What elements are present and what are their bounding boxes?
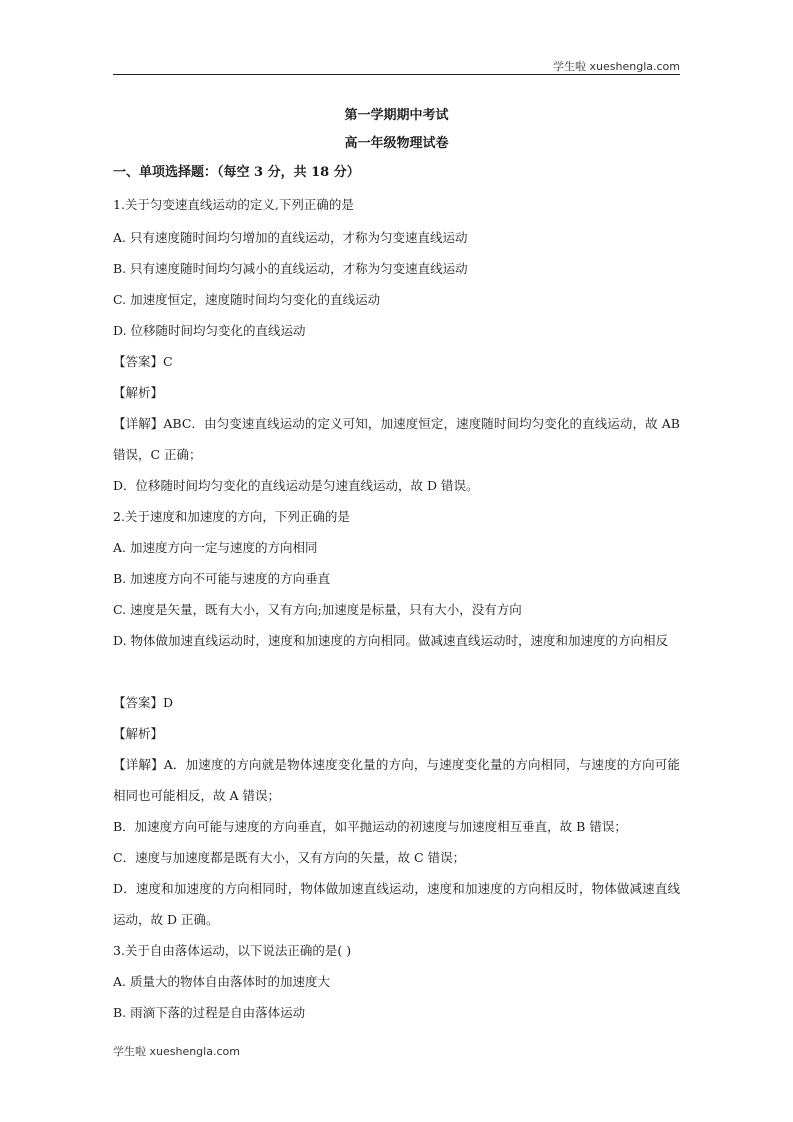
q1-option-a: A. 只有速度随时间均匀增加的直线运动，才称为匀变速直线运动 <box>113 230 468 245</box>
q1-detail-1: 【详解】ABC．由匀变速直线运动的定义可知，加速度恒定，速度随时间均匀变化的直线运动，故 AB 错误，C 正确； <box>113 416 680 462</box>
exam-subtitle: 高一年级物理试卷 <box>344 136 449 151</box>
q1-option-c: C. 加速度恒定，速度随时间均匀变化的直线运动 <box>113 292 381 307</box>
header-divider <box>113 74 680 75</box>
q1-option-d: D. 位移随时间均匀变化的直线运动 <box>113 323 306 338</box>
q2-option-b: B. 加速度方向不可能与速度的方向垂直 <box>113 571 331 586</box>
q3-option-b: B. 雨滴下落的过程是自由落体运动 <box>113 1005 306 1020</box>
q2-option-c: C. 速度是矢量，既有大小，又有方向;加速度是标量，只有大小，没有方向 <box>113 602 522 617</box>
exam-title: 第一学期期中考试 <box>344 108 449 123</box>
q2-option-d: D. 物体做加速直线运动时，速度和加速度的方向相同。做减速直线运动时，速度和加速度的方向相反 <box>113 633 669 648</box>
q2-stem: 2.关于速度和加速度的方向，下列正确的是 <box>113 509 350 524</box>
q2-answer: 【答案】D <box>113 695 174 710</box>
q2-option-a: A. 加速度方向一定与速度的方向相同 <box>113 540 318 555</box>
q2-detail-3: C．速度与加速度都是既有大小，又有方向的矢量，故 C 错误； <box>113 850 466 865</box>
q3-stem: 3.关于自由落体运动，以下说法正确的是( ) <box>113 943 352 958</box>
footer-site-name: 学生啦 xueshengla.com <box>113 1045 240 1058</box>
q2-detail-4: D．速度和加速度的方向相同时，物体做加速直线运动，速度和加速度的方向相反时，物体做减速直线运动，故 D 正确。 <box>113 881 680 927</box>
section-heading: 一、单项选择题：（每空 3 分，共 18 分） <box>113 165 360 180</box>
q1-stem: 1.关于匀变速直线运动的定义,下列正确的是 <box>113 197 354 212</box>
q2-detail-1: 【详解】A．加速度的方向就是物体速度变化量的方向，与速度变化量的方向相同，与速度的方向可能相同也可能相反，故 A 错误； <box>113 757 680 803</box>
q1-answer: 【答案】C <box>113 354 173 369</box>
q2-detail-2: B．加速度方向可能与速度的方向垂直，如平抛运动的初速度与加速度相互垂直，故 B 错误； <box>113 819 627 834</box>
header-site-name: 学生啦 xueshengla.com <box>553 60 680 73</box>
q1-detail-2: D．位移随时间均匀变化的直线运动是匀速直线运动，故 D 错误。 <box>113 478 479 493</box>
q2-analysis-label: 【解析】 <box>113 726 164 741</box>
q3-option-a: A. 质量大的物体自由落体时的加速度大 <box>113 974 330 989</box>
document-body <box>113 102 680 1028</box>
q1-analysis-label: 【解析】 <box>113 385 164 400</box>
q1-option-b: B. 只有速度随时间均匀减小的直线运动，才称为匀变速直线运动 <box>113 261 468 276</box>
